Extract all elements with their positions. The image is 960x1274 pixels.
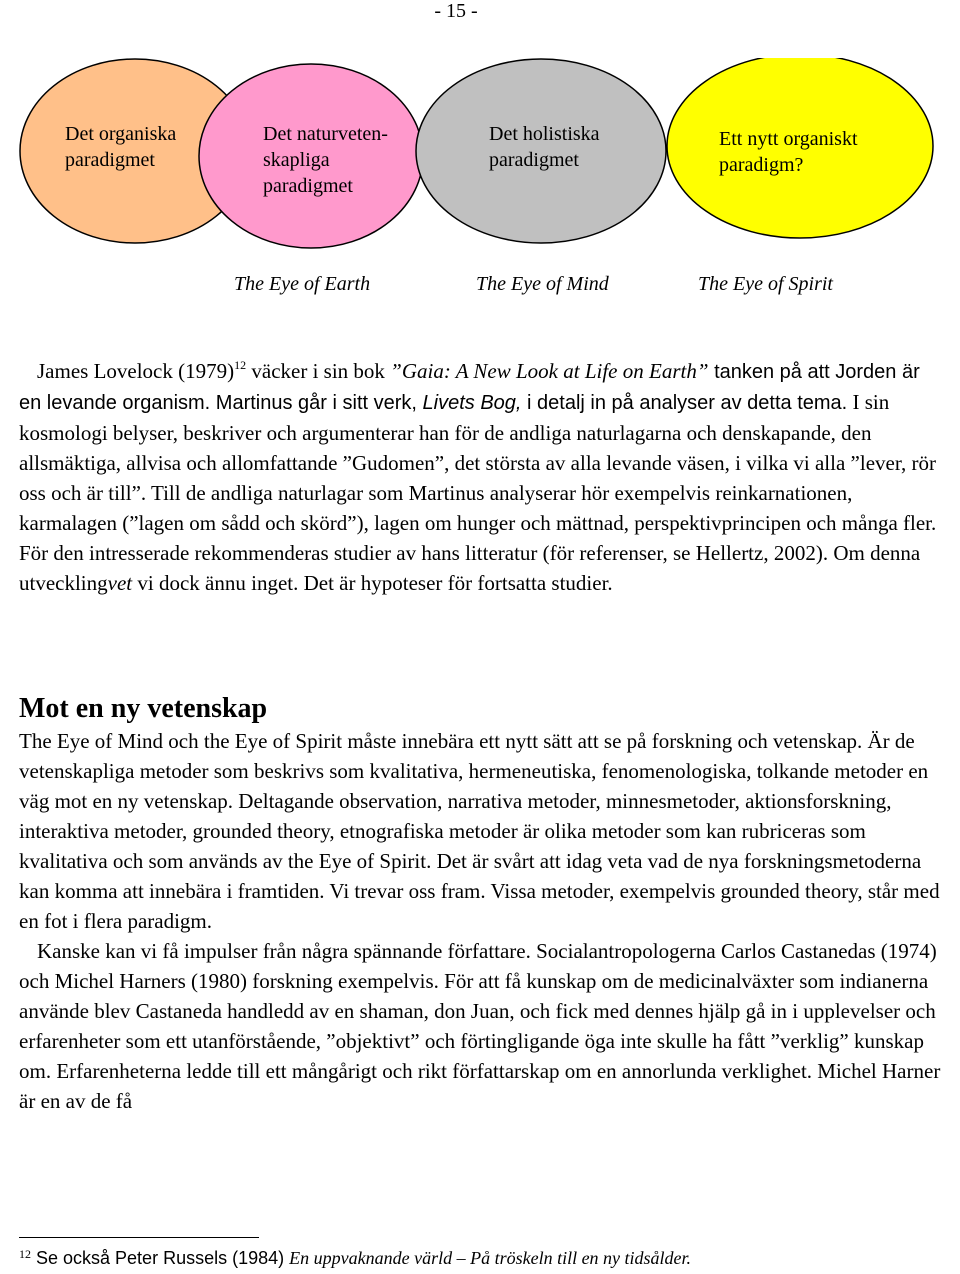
section-heading: Mot en ny vetenskap (19, 693, 268, 724)
paragraph-lovelock: James Lovelock $(1979)^{12}$ väcker i sin bok ”Gaia: A New Look at Life on Earth” tanken på att Jorden är en levande organism. Martinus går i sitt verk, Livets Bog, i detalj in på analyser av detta tema. I sin kosmologi belyser, beskriver och argumenterar han för de andliga naturlagarna och denskapande, den allsmäktiga, allvisa och allomfattande ”Gudomen”, det största av alla levande väsen, i vilka vi alla ”lever, rör oss och är till”. Till de andliga naturlagar som Martinus analyserar hör exempelvis reinkarnationen, karmalagen (”lagen om sådd och skörd”), lagen om hunger och mättnad, perspektivprincipen och många fler. För den intresserade rekommenderas studier av hans litteratur (för referenser, se Hellertz, 2002). Om denna utvecklingvet vi dock ännu inget. Det är hypoteser för fortsatta studier. (19, 358, 937, 595)
footnote: $^{12}$ Se också Peter Russels (1984) En uppvaknande värld – På tröskeln till en ny tidsålder. (19, 1247, 692, 1268)
ellipse-label-natural-science: Det naturveten- skapliga paradigmet (263, 123, 388, 197)
book-title-livets-bog: Livets Bog, (422, 392, 522, 414)
footnote-ref[interactable]: 12 (234, 358, 247, 372)
paragraph-castaneda: Kanske kan vi få impulser från några spännande författare. Socialantropologerna Carlos Castanedas (1974) och Michel Harners (1980) forskning exempelvis. För att få kunskap om de medicinalväxter som indianerna använde blev Castaneda handledd av en shaman, don Juan, och fick med dennes hjälp gå in i upplevelser och erfarenheter som ett utanförstående, ”objektivt” och förtingligande öga inte skulle ha fått ”verklig” kunskap om. Erfarenheterna ledde till ett mångårigt och rikt författarskap om en annorlunda verklighet. Michel Harner är en av de få (19, 939, 941, 1113)
eye-of-earth-label: The Eye of Earth (234, 273, 371, 295)
page-number: - 15 - (434, 0, 478, 22)
eye-of-spirit-label: The Eye of Spirit (698, 273, 833, 295)
ellipse-label-holistic: Det holistiska paradigmet (489, 123, 600, 171)
eye-of-mind-label: The Eye of Mind (476, 273, 609, 295)
ellipse-label-organic: Det organiska paradigmet (65, 123, 177, 171)
paradigm-diagram (18, 58, 960, 308)
ellipse-label-new-organic: Ett nytt organiskt paradigm? (719, 128, 858, 176)
book-title-gaia: ”Gaia: A New Look at Life on Earth” (390, 359, 709, 383)
footnote-divider (19, 1237, 259, 1238)
paragraph-new-science: The Eye of Mind och the Eye of Spirit måste innebära ett nytt sätt att se på forskning och vetenskap. Är de vetenskapliga metoder som beskrivs som kvalitativa, hermeneutiska, fenomenologiska, tolkande metoder en väg mot en ny vetenskap. Deltagande observation, narrativa metoder, minnesmetoder, aktionsforskning, interaktiva metoder, grounded theory, etnografiska metoder är olika metoder som kan rubriceras som kvalitativa och som används av the Eye of Spirit. Det är svårt att idag veta vad de nya forskningsmetoderna kan komma att innebära i framtiden. Vi trevar oss fram. Vissa metoder, exempelvis grounded theory, står med en fot i flera paradigm. Kanske kan vi få impulser från några spännande författare. Socialantropologerna Carlos Castanedas (1974) och Michel Harners (1980) forskning exempelvis. För att få kunskap om de medicinalväxter som indianerna använde blev Castaneda handledd av en shaman, don Juan, och fick med dennes hjälp gå in i upplevelser och erfarenheter som ett utanförstående, ”objektivt” och förtingligande öga inte skulle ha fått ”verklig” kunskap om. Erfarenheterna ledde till ett mångårigt och rikt författarskap om en annorlunda verklighet. Michel Harner är en av de få (19, 726, 944, 1116)
